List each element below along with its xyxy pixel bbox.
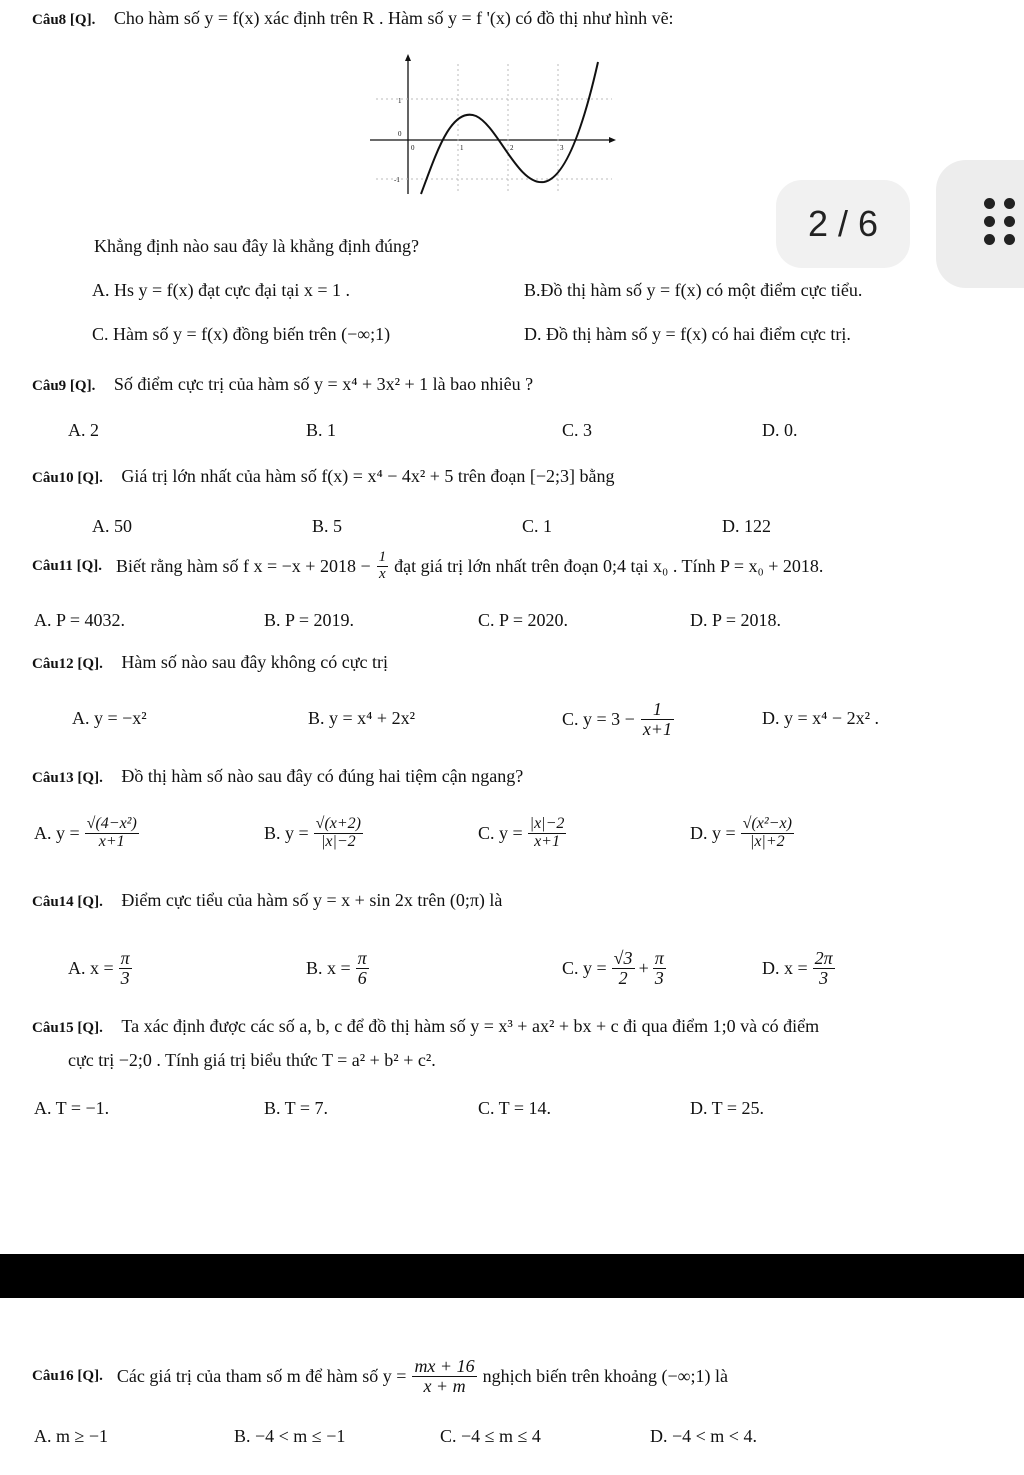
q14-d-frac bbox=[813, 949, 835, 988]
q15-header bbox=[32, 1016, 819, 1037]
q13-a-pre: A. y = bbox=[34, 822, 80, 843]
dot-4 bbox=[1004, 216, 1015, 227]
q13-option-c bbox=[478, 808, 566, 858]
q12-c-num: 1 bbox=[641, 700, 674, 720]
q12-c-den: x+1 bbox=[642, 718, 672, 739]
q13-header bbox=[32, 766, 523, 787]
q9-option-d: D. 0. bbox=[762, 420, 798, 440]
q16-fraction bbox=[412, 1357, 476, 1396]
tick-x-2: 2 bbox=[510, 144, 514, 152]
q14-c-plus: + bbox=[638, 957, 649, 978]
q14-c-pre: C. y = bbox=[562, 957, 607, 978]
q14-option-a bbox=[68, 942, 132, 994]
q13-d-frac bbox=[741, 816, 794, 851]
q8-text: Cho hàm số y = f(x) xác định trên R . Hàm số y = f '(x) có đồ thị như hình vẽ: bbox=[113, 8, 674, 28]
q14-text: Điểm cực tiểu của hàm số y = x + sin 2x trên (0;π) là bbox=[121, 890, 503, 910]
q14-d-den: 3 bbox=[819, 967, 829, 988]
q11-frac-num: 1 bbox=[378, 548, 387, 565]
q12-option-c-pre: C. y = 3 − bbox=[562, 708, 635, 729]
q11-frac-den: x bbox=[379, 565, 386, 582]
q8-label: Câu8 [Q]. bbox=[32, 12, 96, 28]
q14-c-num2: π bbox=[654, 947, 664, 968]
dot-6 bbox=[1004, 234, 1015, 245]
q11-header bbox=[32, 546, 823, 586]
q13-a-frac bbox=[85, 816, 139, 851]
tick-y-0: 0 bbox=[398, 130, 402, 138]
q13-b-den: |x|−2 bbox=[320, 832, 356, 850]
q10-header bbox=[32, 466, 615, 487]
q10-option-d: D. 122 bbox=[722, 516, 771, 536]
q14-a-den: 3 bbox=[120, 967, 130, 988]
q11-option-c: C. P = 2020. bbox=[478, 610, 568, 630]
tick-y-1: 1 bbox=[398, 97, 402, 105]
q15-option-c: C. T = 14. bbox=[478, 1098, 552, 1118]
q9-header bbox=[32, 374, 533, 395]
q14-b-num: π bbox=[357, 947, 367, 968]
q15-option-d: D. T = 25. bbox=[690, 1098, 764, 1118]
q15-option-b: B. T = 7. bbox=[264, 1098, 329, 1118]
q15-option-a: A. T = −1. bbox=[34, 1098, 110, 1118]
q13-text: Đồ thị hàm số nào sau đây có đúng hai tiệm cận ngang? bbox=[121, 766, 524, 786]
graph-x-arrow bbox=[609, 137, 616, 143]
q13-b-frac bbox=[314, 816, 363, 851]
q14-a-pre: A. x = bbox=[68, 957, 114, 978]
dot-5 bbox=[984, 234, 995, 245]
q9-text: Số điểm cực trị của hàm số y = x⁴ + 3x² + 1 là bao nhiêu ? bbox=[113, 374, 534, 394]
q14-b-frac bbox=[356, 949, 369, 988]
q12-option-c-frac bbox=[641, 700, 674, 739]
tick-x-1: 1 bbox=[460, 144, 464, 152]
q9-option-c: C. 3 bbox=[562, 420, 593, 440]
q16-text-post: nghịch biến trên khoảng (−∞;1) là bbox=[482, 1365, 728, 1386]
q11-text-pre: Biết rằng hàm số f x = −x + 2018 − bbox=[116, 555, 371, 576]
q13-c-pre: C. y = bbox=[478, 822, 523, 843]
q14-b-pre: B. x = bbox=[306, 957, 351, 978]
q15-text-2: cực trị −2;0 . Tính giá trị biểu thức T = a² + b² + c². bbox=[68, 1050, 436, 1070]
q10-option-c: C. 1 bbox=[522, 516, 553, 536]
q10-option-b: B. 5 bbox=[312, 516, 343, 536]
page-separator bbox=[0, 1254, 1024, 1298]
q14-a-num: π bbox=[120, 947, 130, 968]
q16-frac-den: x + m bbox=[423, 1375, 466, 1396]
q14-c-frac2 bbox=[653, 949, 666, 988]
q13-option-a bbox=[34, 808, 139, 858]
q16-option-a: A. m ≥ −1 bbox=[34, 1426, 109, 1446]
graph-y-arrow bbox=[405, 54, 411, 61]
q16-frac-num: mx + 16 bbox=[414, 1355, 475, 1376]
q14-d-pre: D. x = bbox=[762, 957, 808, 978]
q11-option-d: D. P = 2018. bbox=[690, 610, 781, 630]
derivative-curve bbox=[421, 62, 598, 194]
dot-2 bbox=[1004, 198, 1015, 209]
q16-header bbox=[32, 1350, 728, 1402]
q14-header bbox=[32, 890, 502, 911]
q12-text: Hàm số nào sau đây không có cực trị bbox=[121, 652, 389, 672]
q13-d-den: |x|+2 bbox=[749, 832, 785, 850]
q16-text-pre: Các giá trị của tham số m để hàm số y = bbox=[116, 1365, 407, 1386]
q13-c-den: x+1 bbox=[534, 832, 560, 850]
q13-a-num: √(4−x²) bbox=[86, 814, 137, 832]
q14-d-num: 2π bbox=[814, 947, 833, 968]
q9-option-a: A. 2 bbox=[68, 420, 99, 440]
q10-text: Giá trị lớn nhất của hàm số f(x) = x⁴ − 4x² + 5 trên đoạn [−2;3] bằng bbox=[121, 466, 615, 486]
q13-label: Câu13 [Q]. bbox=[32, 770, 103, 786]
q13-b-pre: B. y = bbox=[264, 822, 309, 843]
page-indicator[interactable] bbox=[776, 180, 910, 268]
q14-b-den: 6 bbox=[357, 967, 367, 988]
q12-label: Câu12 [Q]. bbox=[32, 656, 103, 672]
tick-x-0: 0 bbox=[411, 144, 415, 152]
q8-option-d: D. Đồ thị hàm số y = f(x) có hai điểm cực trị. bbox=[524, 324, 851, 344]
q8-question: Khẳng định nào sau đây là khẳng định đúng? bbox=[94, 236, 419, 256]
tick-y-m1: -1 bbox=[394, 176, 400, 184]
q11-option-a: A. P = 4032. bbox=[34, 610, 125, 630]
q10-label: Câu10 [Q]. bbox=[32, 470, 103, 486]
q16-option-d: D. −4 < m < 4. bbox=[650, 1426, 757, 1446]
derivative-graph bbox=[366, 54, 616, 198]
q8-option-a: A. Hs y = f(x) đạt cực đại tại x = 1 . bbox=[92, 280, 350, 300]
q11-text-post: đạt giá trị lớn nhất trên đoạn 0;4 tại x₀ . Tính P = x₀ + 2018. bbox=[394, 555, 824, 576]
q8-header bbox=[32, 8, 674, 29]
tick-x-3: 3 bbox=[560, 144, 564, 152]
q9-option-b: B. 1 bbox=[306, 420, 337, 440]
q12-header bbox=[32, 652, 388, 673]
q16-option-c: C. −4 ≤ m ≤ 4 bbox=[440, 1426, 541, 1446]
q16-label: Câu16 [Q]. bbox=[32, 1367, 103, 1384]
q13-c-frac bbox=[528, 816, 567, 851]
q11-label: Câu11 [Q]. bbox=[32, 557, 103, 574]
q16-option-b: B. −4 < m ≤ −1 bbox=[234, 1426, 346, 1446]
q9-label: Câu9 [Q]. bbox=[32, 378, 96, 394]
q11-option-b: B. P = 2019. bbox=[264, 610, 354, 630]
q13-d-pre: D. y = bbox=[690, 822, 736, 843]
q12-option-d: D. y = x⁴ − 2x² . bbox=[762, 708, 879, 728]
q12-option-c bbox=[562, 696, 674, 742]
q15-label: Câu15 [Q]. bbox=[32, 1020, 103, 1036]
q12-option-a: A. y = −x² bbox=[72, 708, 147, 728]
q14-option-b bbox=[306, 942, 369, 994]
q13-b-num: √(x+2) bbox=[315, 814, 362, 832]
page-indicator-text: 2 / 6 bbox=[807, 203, 879, 244]
q14-a-frac bbox=[119, 949, 132, 988]
q14-c-den1: 2 bbox=[618, 967, 628, 988]
q14-option-c bbox=[562, 942, 666, 994]
q13-a-den: x+1 bbox=[98, 832, 125, 850]
q12-option-b: B. y = x⁴ + 2x² bbox=[308, 708, 415, 728]
dot-3 bbox=[984, 216, 995, 227]
q13-c-num: |x|−2 bbox=[529, 814, 565, 832]
q15-text-1: Ta xác định được các số a, b, c để đồ thị hàm số y = x³ + ax² + bx + c đi qua điểm 1;0 và có điểm bbox=[121, 1016, 820, 1036]
more-dots-icon[interactable] bbox=[936, 160, 1024, 288]
q14-option-d bbox=[762, 942, 835, 994]
q13-option-d bbox=[690, 808, 794, 858]
q11-fraction bbox=[377, 550, 389, 583]
q14-c-frac1 bbox=[612, 949, 635, 988]
dot-1 bbox=[984, 198, 995, 209]
q8-option-c: C. Hàm số y = f(x) đồng biến trên (−∞;1) bbox=[92, 324, 391, 344]
q8-option-b: B.Đồ thị hàm số y = f(x) có một điểm cực tiểu. bbox=[524, 280, 863, 300]
q10-option-a: A. 50 bbox=[92, 516, 132, 536]
q13-d-num: √(x²−x) bbox=[742, 814, 792, 832]
q14-c-den2: 3 bbox=[654, 967, 664, 988]
q14-c-num1: √3 bbox=[613, 947, 633, 968]
q13-option-b bbox=[264, 808, 363, 858]
q14-label: Câu14 [Q]. bbox=[32, 894, 103, 910]
